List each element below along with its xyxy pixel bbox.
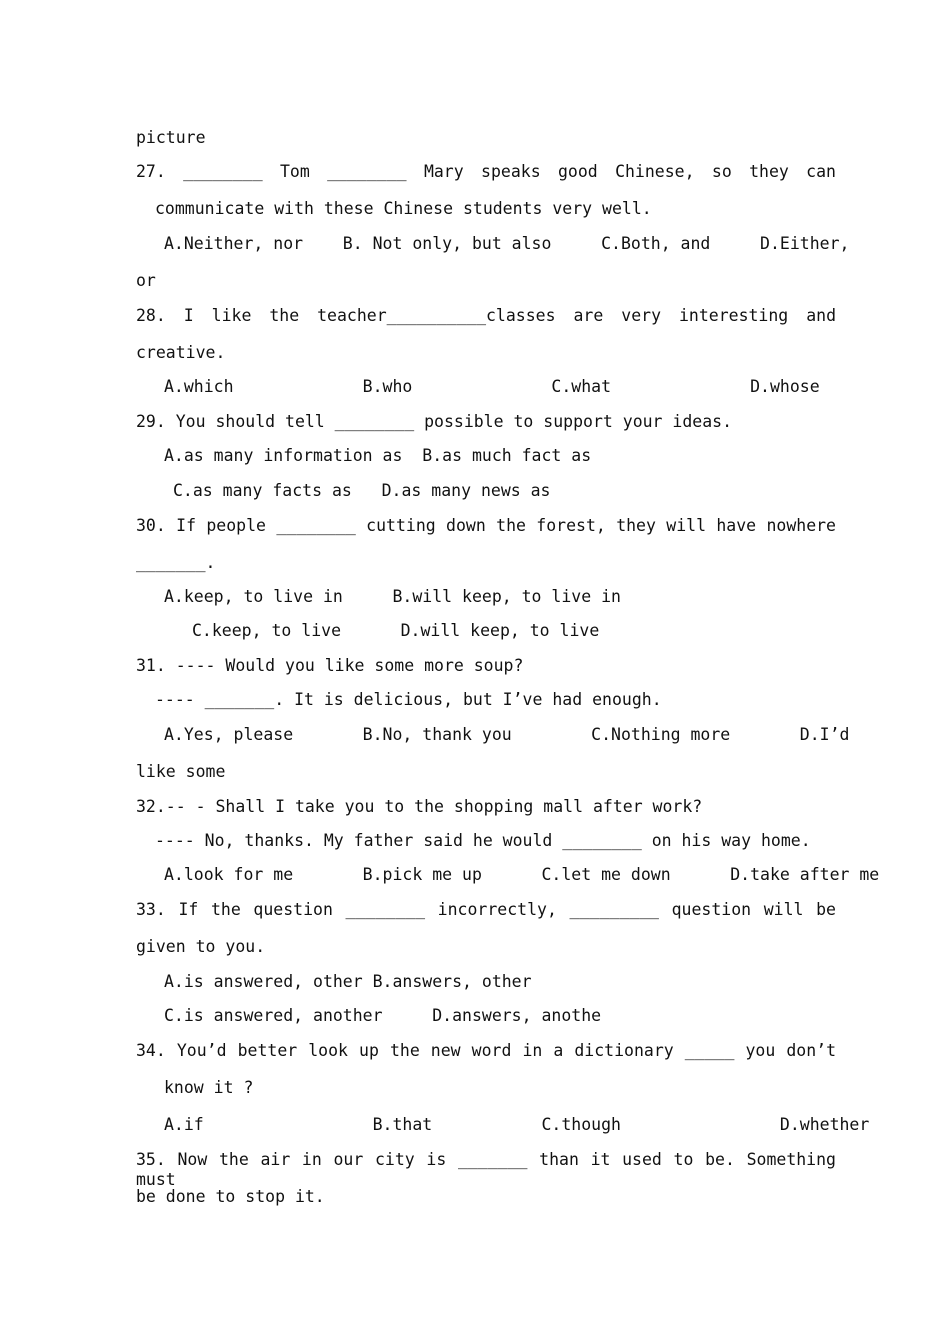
question-34-options: A.if B.that C.though D.whether bbox=[164, 1115, 870, 1134]
question-29-options-ab: A.as many information as B.as much fact as bbox=[164, 446, 592, 465]
question-30-options-ab: A.keep, to live in B.will keep, to live in bbox=[164, 587, 621, 606]
question-35-stem: 35. Now the air in our city is _______ than it used to be. Something must bbox=[136, 1150, 836, 1189]
text-line: picture bbox=[136, 128, 206, 147]
question-28-options: A.which B.who C.what D.whose bbox=[164, 377, 820, 396]
question-33-options-cd: C.is answered, another D.answers, anothe bbox=[164, 1006, 602, 1025]
question-31-options: A.Yes, please B.No, thank you C.Nothing more D.I’d bbox=[164, 725, 850, 744]
question-32-options: A.look for me B.pick me up C.let me down D.take after me bbox=[164, 865, 880, 884]
question-29-stem: 29. You should tell ________ possible to support your ideas. bbox=[136, 412, 733, 431]
question-30-stem: 30. If people ________ cutting down the forest, they will have nowhere bbox=[136, 516, 836, 535]
question-27-stem: 27. ________ Tom ________ Mary speaks good Chinese, so they can bbox=[136, 162, 836, 181]
question-28-stem: 28. I like the teacher__________classes are very interesting and bbox=[136, 306, 836, 325]
question-28-stem-cont: creative. bbox=[136, 343, 226, 362]
question-33-stem-cont: given to you. bbox=[136, 937, 266, 956]
question-30-options-cd: C.keep, to live D.will keep, to live bbox=[192, 621, 600, 640]
question-29-options-cd: C.as many facts as D.as many news as bbox=[173, 481, 551, 500]
question-35-stem-cont: be done to stop it. bbox=[136, 1187, 325, 1206]
question-32-reply: ---- No, thanks. My father said he would ________ on his way home. bbox=[155, 831, 811, 850]
question-33-stem: 33. If the question ________ incorrectly, _________ question will be bbox=[136, 900, 836, 919]
question-31-reply: ---- _______. It is delicious, but I’ve had enough. bbox=[155, 690, 662, 709]
question-30-stem-cont: _______. bbox=[136, 553, 216, 572]
question-34-stem: 34. You’d better look up the new word in a dictionary _____ you don’t bbox=[136, 1041, 836, 1060]
question-32-stem: 32.-- - Shall I take you to the shopping mall after work? bbox=[136, 797, 703, 816]
question-27-options-cont: or bbox=[136, 271, 156, 290]
question-31-options-cont: like some bbox=[136, 762, 226, 781]
question-31-stem: 31. ---- Would you like some more soup? bbox=[136, 656, 524, 675]
question-34-stem-cont: know it ? bbox=[164, 1078, 254, 1097]
question-27-stem-cont: communicate with these Chinese students very well. bbox=[155, 199, 652, 218]
question-33-options-ab: A.is answered, other B.answers, other bbox=[164, 972, 532, 991]
question-27-options: A.Neither, nor B. Not only, but also C.Both, and D.Either, bbox=[164, 234, 850, 253]
